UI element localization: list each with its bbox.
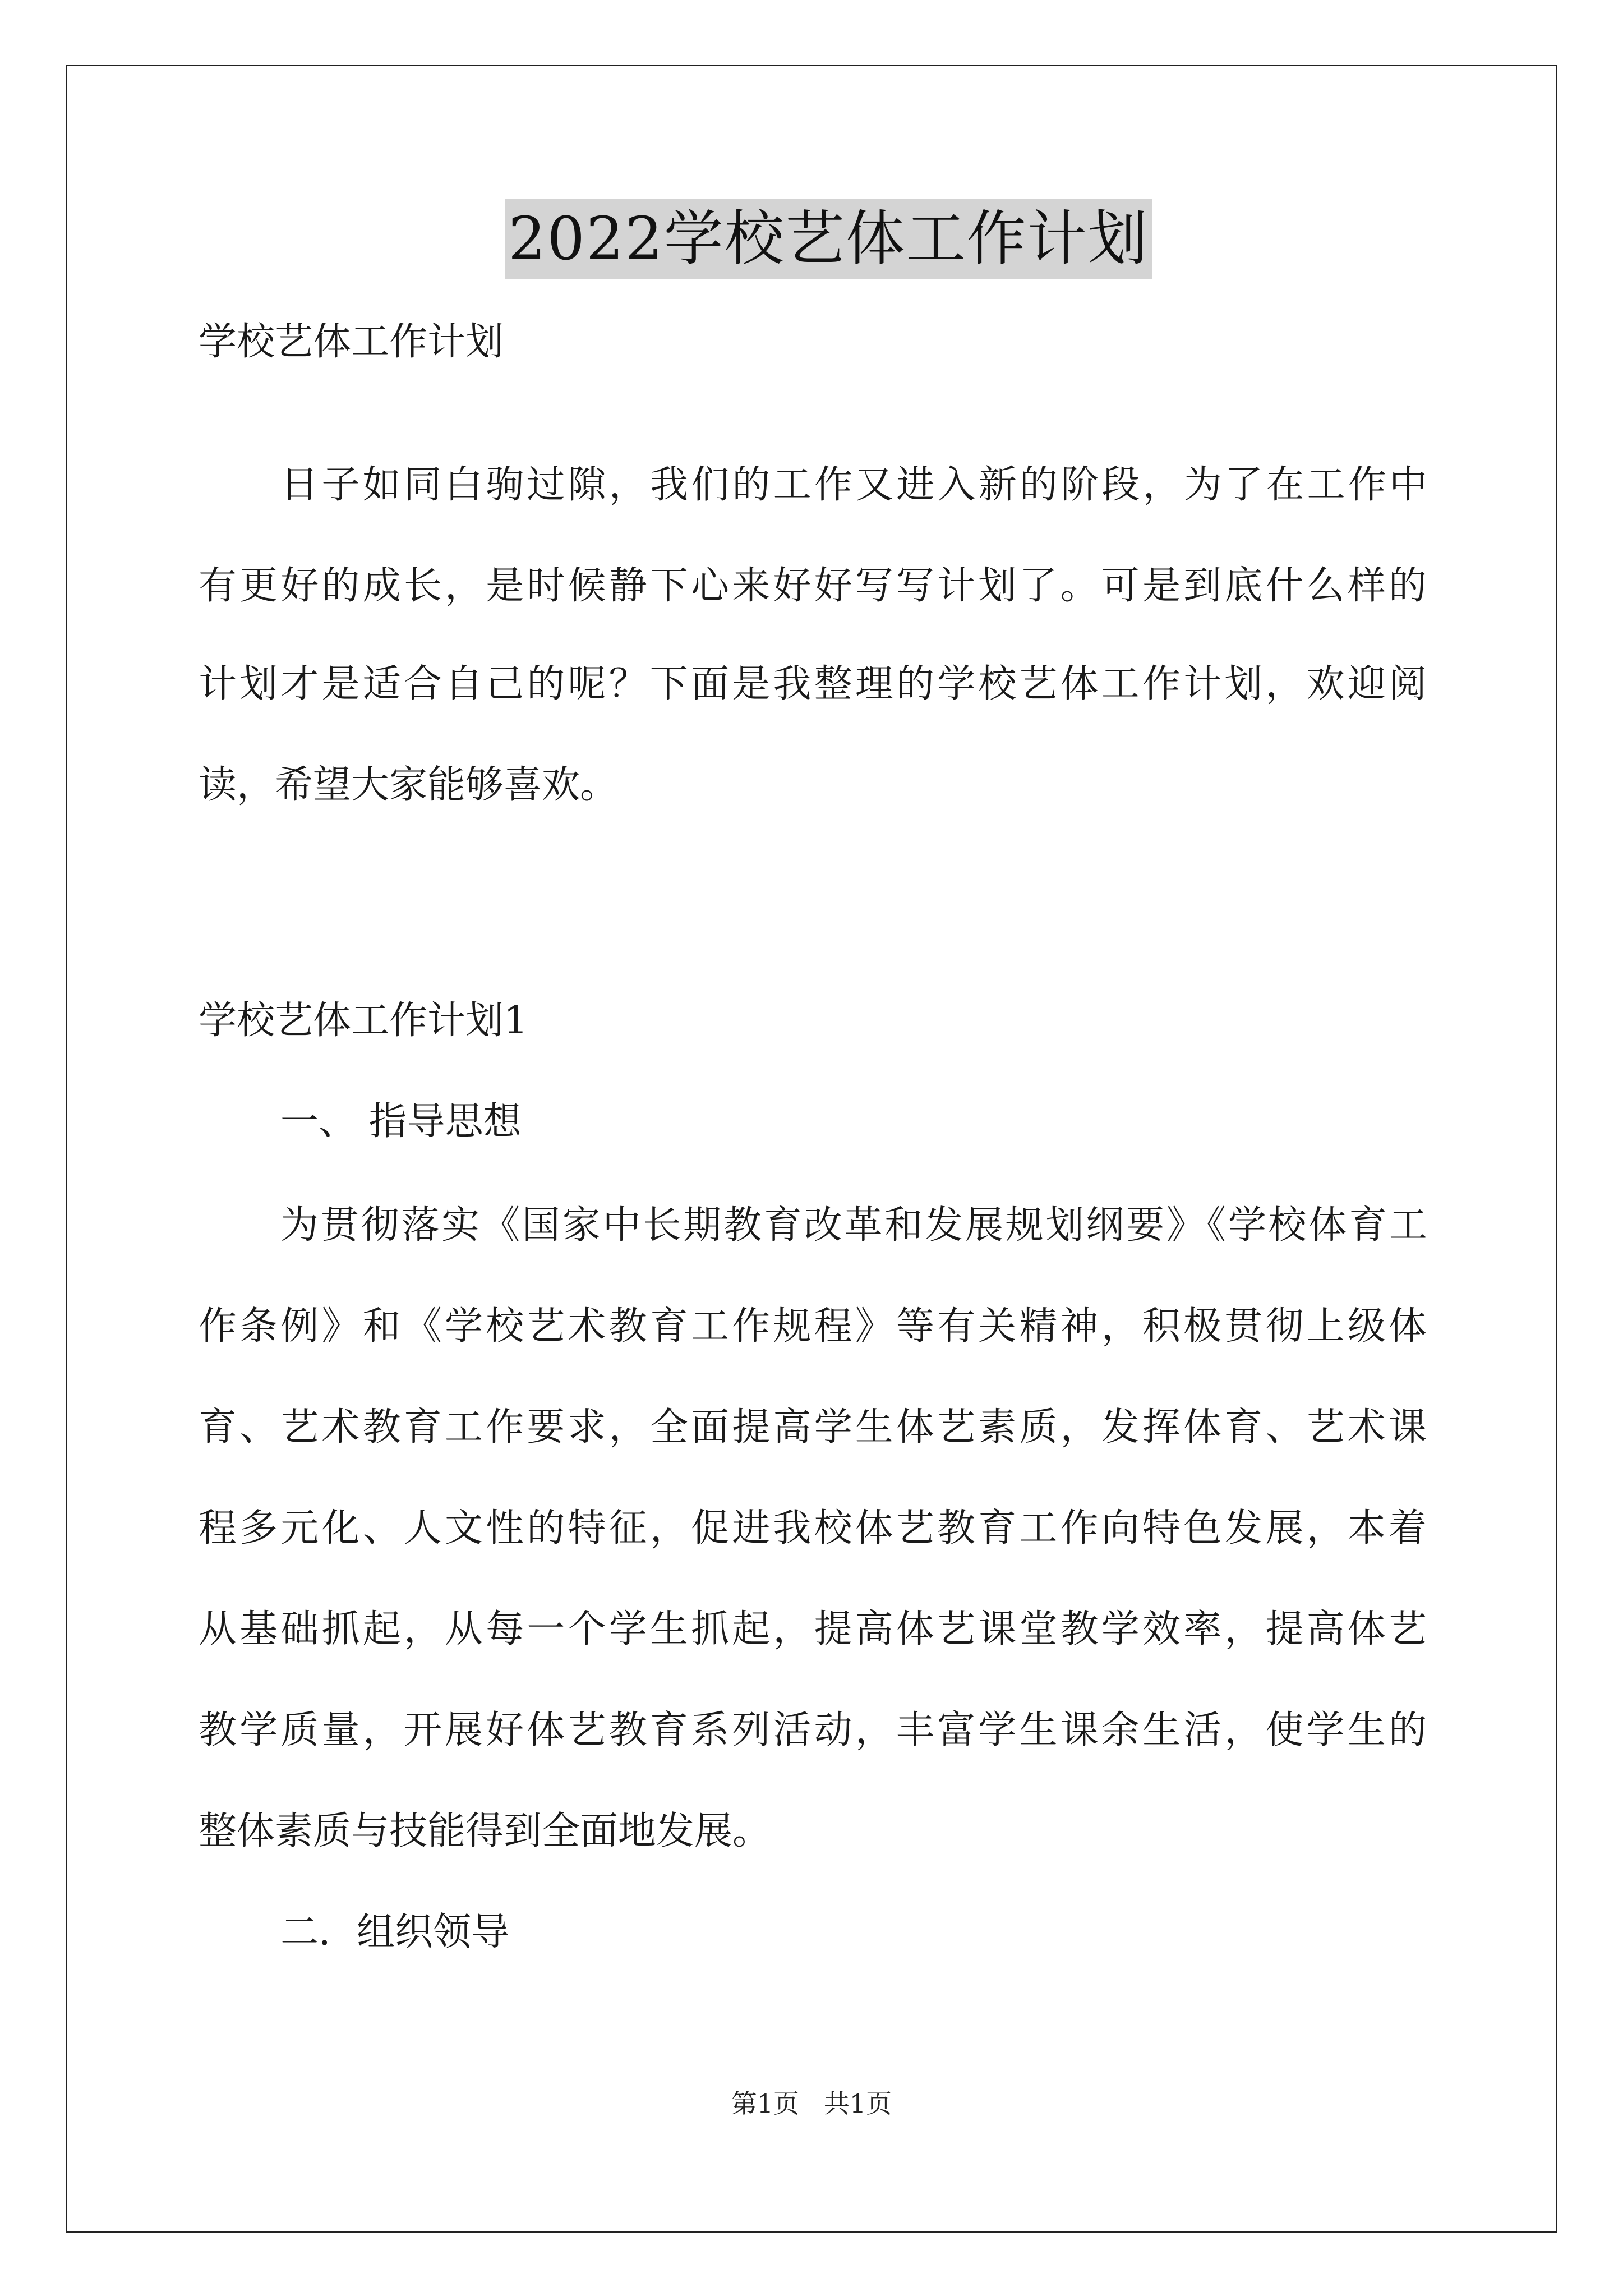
body-line: 为贯彻落实《国家中长期教育改革和发展规划纲要》《学校体育工 (280, 1203, 1427, 1248)
body-line: 作条例》和《学校艺术教育工作规程》等有关精神，积极贯彻上级体 (199, 1304, 1427, 1349)
page-number: 第1页 共1页 (731, 2088, 892, 2119)
body-line: 程多元化、人文性的特征，促进我校体艺教育工作向特色发展，本着 (199, 1506, 1427, 1550)
intro-line: 计划才是适合自己的呢？下面是我整理的学校艺体工作计划，欢迎阅 (199, 662, 1427, 706)
document-subtitle: 学校艺体工作计划 (199, 320, 504, 364)
document-title: 2022学校艺体工作计划 (505, 199, 1152, 279)
body-line: 育、艺术教育工作要求，全面提高学生体艺素质，发挥体育、艺术课 (199, 1405, 1427, 1450)
body-line: 整体素质与技能得到全面地发展。 (199, 1809, 771, 1853)
heading-guiding-ideology: 一、 指导思想 (280, 1099, 522, 1144)
heading-organization: 二．组织领导 (280, 1910, 510, 1954)
intro-line: 日子如同白驹过隙，我们的工作又进入新的阶段，为了在工作中 (280, 463, 1427, 507)
intro-line: 读，希望大家能够喜欢。 (199, 763, 619, 807)
body-line: 从基础抓起，从每一个学生抓起，提高体艺课堂教学效率，提高体艺 (199, 1607, 1427, 1651)
body-line: 教学质量，开展好体艺教育系列活动，丰富学生课余生活，使学生的 (199, 1708, 1427, 1752)
section-title: 学校艺体工作计划1 (199, 999, 528, 1043)
intro-line: 有更好的成长，是时候静下心来好好写写计划了。可是到底什么样的 (199, 564, 1427, 608)
